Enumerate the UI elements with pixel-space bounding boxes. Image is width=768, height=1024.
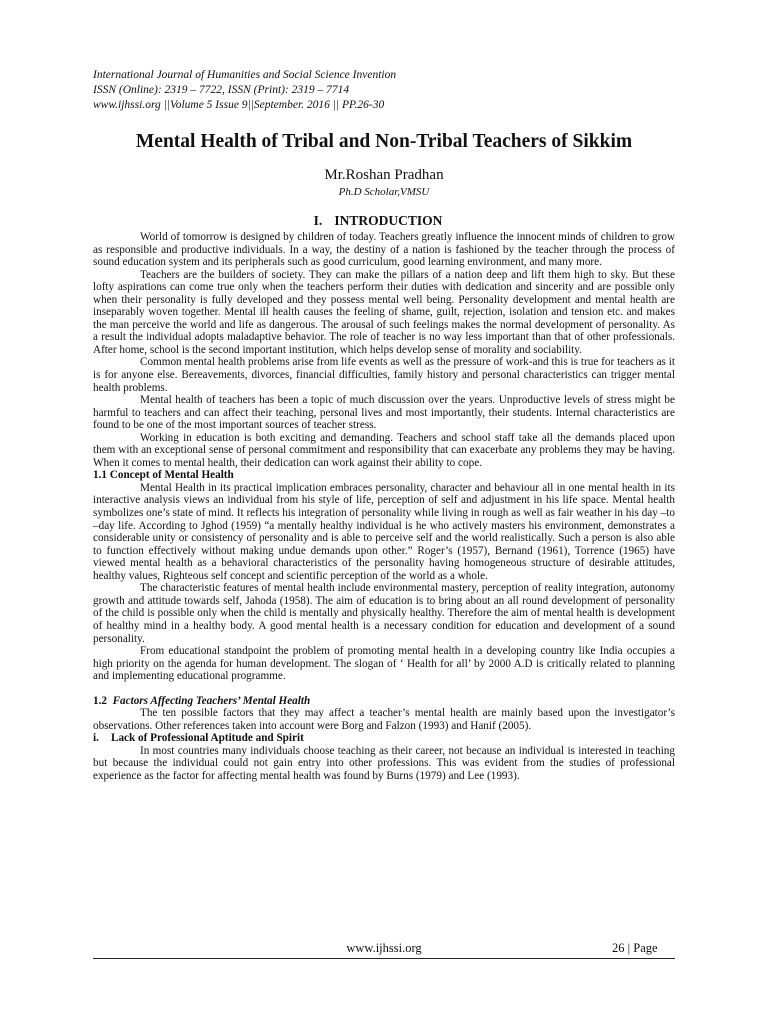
- subsection-number: 1.2: [93, 694, 107, 707]
- paragraph: World of tomorrow is designed by children of today. Teachers greatly influence the innocent minds of children to grow as responsible and productive individuals. In a way, the destiny of a nation is fashioned by the teacher through the process of sound education system and its peripherals such as good curriculum, good learning environment, and many more.: [93, 231, 675, 269]
- list-marker: i.: [93, 732, 99, 745]
- body-text: [93, 231, 675, 783]
- footer-url: www.ijhssi.org: [346, 941, 422, 955]
- paragraph: The ten possible factors that they may affect a teacher’s mental health are mainly based upon the investigator’s observations. Other references taken into account were Borg and Falzon (1993) and Hanif (2005).: [93, 707, 675, 732]
- journal-header: [93, 68, 683, 113]
- paragraph: The characteristic features of mental health include environmental mastery, perception of reality integration, autonomy growth and attitude towards self, Jahoda (1958). The aim of education is to bring about an all round development of personality of the child is possible only when the child is mentally and physically healthy. Therefore the aim of mental health is development of healthy mind in a healthy body. A good mental health is a necessary condition for education and development of a sound personality.: [93, 582, 675, 645]
- subsection-heading: [93, 695, 675, 708]
- paragraph: From educational standpoint the problem of promoting mental health in a developing country like India occupies a high priority on the agenda for human development. The slogan of ‘ Health for all’ by 2000 A.D is critically related to planning and implementing educational programme.: [93, 645, 675, 683]
- journal-volume: www.ijhssi.org ||Volume 5 Issue 9||September. 2016 || PP.26-30: [93, 99, 385, 111]
- journal-name: International Journal of Humanities and Social Science Invention: [93, 69, 397, 81]
- section-title: INTRODUCTION: [334, 213, 443, 228]
- paragraph: Mental health of teachers has been a topic of much discussion over the years. Unproductive levels of stress might be harmful to teachers and can affect their teaching, personal lives and most importantly, their students. Internal characteristics are found to be one of the most important sources of teacher stress.: [93, 394, 675, 432]
- section-number: I.: [313, 213, 323, 228]
- paragraph: Working in education is both exciting and demanding. Teachers and school staff take all the demands placed upon them with an exceptional sense of personal commitment and responsibility that can exacerbate any problems they may be having. When it comes to mental health, their dedication can work against their ability to cope.: [93, 431, 675, 469]
- page-number: 26 | Page: [612, 941, 658, 955]
- subsection-heading: 1.1 Concept of Mental Health: [93, 469, 234, 482]
- section-heading: [0, 213, 768, 229]
- paragraph: Mental Health in its practical implication embraces personality, character and behaviour all in one mental health in its interactive analysis views an individual from his style of life, perception of self and adjustment in his life space. Mental health symbolizes one’s state of mind. It reflects his integration of personality while living in rough as well as fair weather in his day –to –day life. According to Jghod (1959) “a mentally healthy individual is he who actively masters his environment, demonstrates a considerable unity or consistency of personality and is able to perceive self and the world realistically. Such a person is also able to function effectively without making undue demands upon other.” Roger’s (1957), Bernand (1961), Torrence (1965) have viewed mental health as a behavioral characteristics of the personality having homogeneous structure of desirable attitudes, healthy values, Righteous self concept and scientific perception of the world as a whole.: [93, 481, 675, 582]
- paragraph: Common mental health problems arise from life events as well as the pressure of work-and this is true for teachers as it is for anyone else. Bereavements, divorces, financial difficulties, family history and personal characteristics can trigger mental health problems.: [93, 356, 675, 394]
- author-affiliation: Ph.D Scholar,VMSU: [338, 186, 430, 198]
- author-name: Mr.Roshan Pradhan: [324, 167, 444, 183]
- paragraph: In most countries many individuals choose teaching as their career, not because an individual is interested in teaching but because the individual could not gain entry into other professions. This was evident from the studies of professional experience as the factor for affecting mental health was found by Burns (1979) and Lee (1993).: [93, 744, 675, 782]
- paragraph: Teachers are the builders of society. They can make the pillars of a nation deep and lift them high to sky. But these lofty aspirations can come true only when the teachers perform their duties with dedication and sincerity and are possible only when their personality is fully developed and they possess mental well being. Personality development and mental health are inseparably woven together. Mental ill health causes the feeling of shame, guilt, rejection, isolation and tension etc. and makes the man perceive the world and life as dangerous. The arousal of such feelings makes the normal development of personality. As a result the individual adopts maladaptive behavior. The role of teacher is no way less important than that of other professionals. After home, school is the second important institution, which helps develop sense of morality and sociability.: [93, 268, 675, 356]
- journal-issn: ISSN (Online): 2319 – 7722, ISSN (Print): 2319 – 7714: [93, 84, 350, 96]
- subsection-title: Factors Affecting Teachers’ Mental Health: [112, 694, 311, 707]
- list-title: Lack of Professional Aptitude and Spirit: [111, 732, 304, 745]
- list-heading: [93, 732, 675, 745]
- paper-title: Mental Health of Tribal and Non-Tribal Teachers of Sikkim: [135, 131, 633, 152]
- footer-rule: [93, 958, 675, 959]
